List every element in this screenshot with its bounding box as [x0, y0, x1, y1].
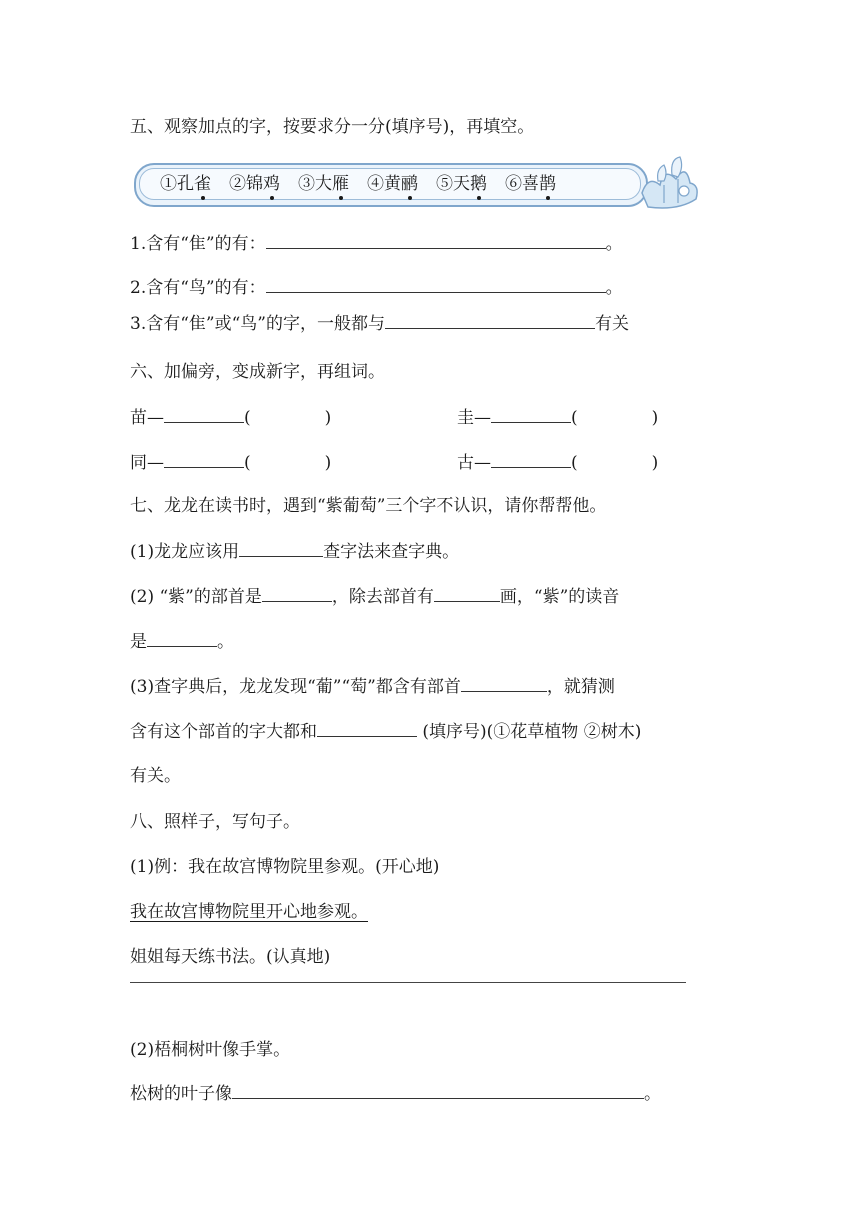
s7-question-3 — [130, 675, 615, 698]
s7-q2-mid: ，除去部首有 — [331, 587, 434, 607]
s6-row-1b — [457, 406, 658, 429]
banner-word-char: 喜 — [522, 174, 539, 194]
s6-r2b-blank[interactable] — [491, 451, 571, 468]
banner-word-char: 孔 — [177, 174, 194, 194]
s7-q2-shi: 是 — [130, 632, 147, 652]
s6-r2a-blank[interactable] — [164, 451, 244, 468]
s7-q3-tail: ，就猜测 — [546, 677, 615, 697]
s7-q3-choice-blank[interactable] — [317, 720, 417, 737]
s6-row-2b — [457, 451, 658, 474]
banner-word-char: 大 — [315, 174, 332, 194]
s5-q3-blank[interactable] — [385, 312, 595, 329]
banner-word-number: ④ — [367, 174, 384, 194]
s8-task-2 — [130, 1082, 661, 1105]
s7-question-2-cont — [130, 630, 234, 653]
section7-title: 七、龙龙在读书时，遇到“紫葡萄”三个字不认识，请你帮帮他。 — [130, 496, 607, 516]
s8-task-2-blank[interactable] — [232, 1082, 644, 1099]
s7-q1-blank[interactable] — [239, 540, 323, 557]
s6-r1b-blank[interactable] — [491, 406, 571, 423]
word-banner — [130, 155, 700, 213]
banner-word-dotted-char: 鸡 — [263, 169, 280, 194]
s7-q3-text: (3)查字典后，龙龙发现“葡”“萄”都含有部首 — [130, 677, 461, 697]
s7-question-3-cont — [130, 720, 641, 743]
s5-q2-text: 2.含有“鸟”的有： — [130, 278, 266, 298]
s5-q3-end: 有关 — [594, 314, 629, 334]
banner-word-number: ② — [229, 174, 246, 194]
s7-q2-end: 。 — [217, 632, 234, 652]
s7-q3-end: 有关。 — [130, 766, 181, 786]
banner-word-dotted-char: 鹂 — [401, 169, 418, 194]
s6-r2b-close: ) — [651, 453, 659, 473]
banner-word-4 — [367, 174, 418, 194]
banner-word-6 — [505, 174, 556, 194]
s5-question-3 — [130, 312, 629, 335]
banner-word-5 — [436, 174, 487, 194]
banner-word-char: 天 — [453, 174, 470, 194]
s7-q1-text: (1)龙龙应该用 — [130, 542, 240, 562]
s7-q2-text: (2) “紫”的部首是 — [130, 587, 262, 607]
banner-word-number: ⑥ — [505, 174, 522, 194]
s6-r1a-close: ) — [324, 408, 332, 428]
s6-char-miao: 苗— — [130, 408, 164, 428]
s8-example-1-answer: 我在故宫博物院里开心地参观。 — [130, 902, 368, 922]
s6-r2a-close: ) — [324, 453, 332, 473]
s6-r1a-open: ( — [244, 408, 251, 428]
banner-word-dotted-char: 鹊 — [539, 169, 556, 194]
s6-r2b-open: ( — [571, 453, 578, 473]
banner-word-number: ③ — [298, 174, 315, 194]
s8-task-1-answer-line[interactable] — [130, 982, 686, 983]
s6-row-1a — [130, 406, 331, 429]
s6-char-gu: 古— — [457, 453, 491, 473]
s5-q2-blank[interactable] — [266, 276, 606, 293]
s8-task-2-end: 。 — [644, 1084, 661, 1104]
s6-r1b-close: ) — [651, 408, 659, 428]
s5-q1-blank[interactable] — [266, 232, 606, 249]
s6-r1a-blank[interactable] — [164, 406, 244, 423]
banner-word-dotted-char: 雀 — [194, 169, 211, 194]
s7-question-2 — [130, 585, 619, 608]
s6-char-gui: 圭— — [457, 408, 491, 428]
s6-r2a-open: ( — [244, 453, 251, 473]
flower-decoration-icon — [638, 155, 702, 213]
s7-q2-strokes-blank[interactable] — [434, 585, 500, 602]
s7-q2-tail: 画，“紫”的读音 — [499, 587, 620, 607]
section6-title: 六、加偏旁，变成新字，再组词。 — [130, 362, 385, 382]
banner-word-3 — [298, 174, 349, 194]
s6-char-tong: 同— — [130, 453, 164, 473]
s5-question-1 — [130, 232, 623, 255]
s5-q2-end: 。 — [605, 278, 623, 298]
s6-r1b-open: ( — [571, 408, 578, 428]
s7-q2-pinyin-blank[interactable] — [147, 630, 217, 647]
s6-row-2a — [130, 451, 331, 474]
s7-q3-radical-blank[interactable] — [461, 675, 547, 692]
banner-word-char: 锦 — [246, 174, 263, 194]
banner-word-dotted-char: 雁 — [332, 169, 349, 194]
s8-example-1: (1)例：我在故宫博物院里参观。(开心地) — [130, 857, 440, 877]
s5-q3-text: 3.含有“隹”或“鸟”的字，一般都与 — [130, 314, 385, 334]
banner-word-2 — [229, 174, 280, 194]
banner-word-list — [160, 169, 574, 194]
s7-q3-options: (填序号)(①花草植物 ②树木) — [417, 722, 642, 742]
s5-q1-end: 。 — [605, 234, 623, 254]
s7-q3-text-2: 含有这个部首的字大都和 — [130, 722, 317, 742]
s8-task-1: 姐姐每天练书法。(认真地) — [130, 947, 331, 967]
s7-q2-radical-blank[interactable] — [262, 585, 332, 602]
s7-q1-end: 查字法来查字典。 — [323, 542, 460, 562]
banner-word-dotted-char: 鹅 — [470, 169, 487, 194]
s7-question-1 — [130, 540, 459, 563]
s5-q1-text: 1.含有“隹”的有： — [130, 234, 266, 254]
banner-word-1 — [160, 174, 211, 194]
s8-task-2-text: 松树的叶子像 — [130, 1084, 232, 1104]
section8-title: 八、照样子，写句子。 — [130, 812, 300, 832]
s8-example-2: (2)梧桐树叶像手掌。 — [130, 1040, 291, 1060]
s5-question-2 — [130, 276, 623, 299]
banner-word-number: ① — [160, 174, 177, 194]
section5-title: 五、观察加点的字，按要求分一分(填序号)，再填空。 — [130, 117, 535, 137]
banner-word-char: 黄 — [384, 174, 401, 194]
banner-word-number: ⑤ — [436, 174, 453, 194]
